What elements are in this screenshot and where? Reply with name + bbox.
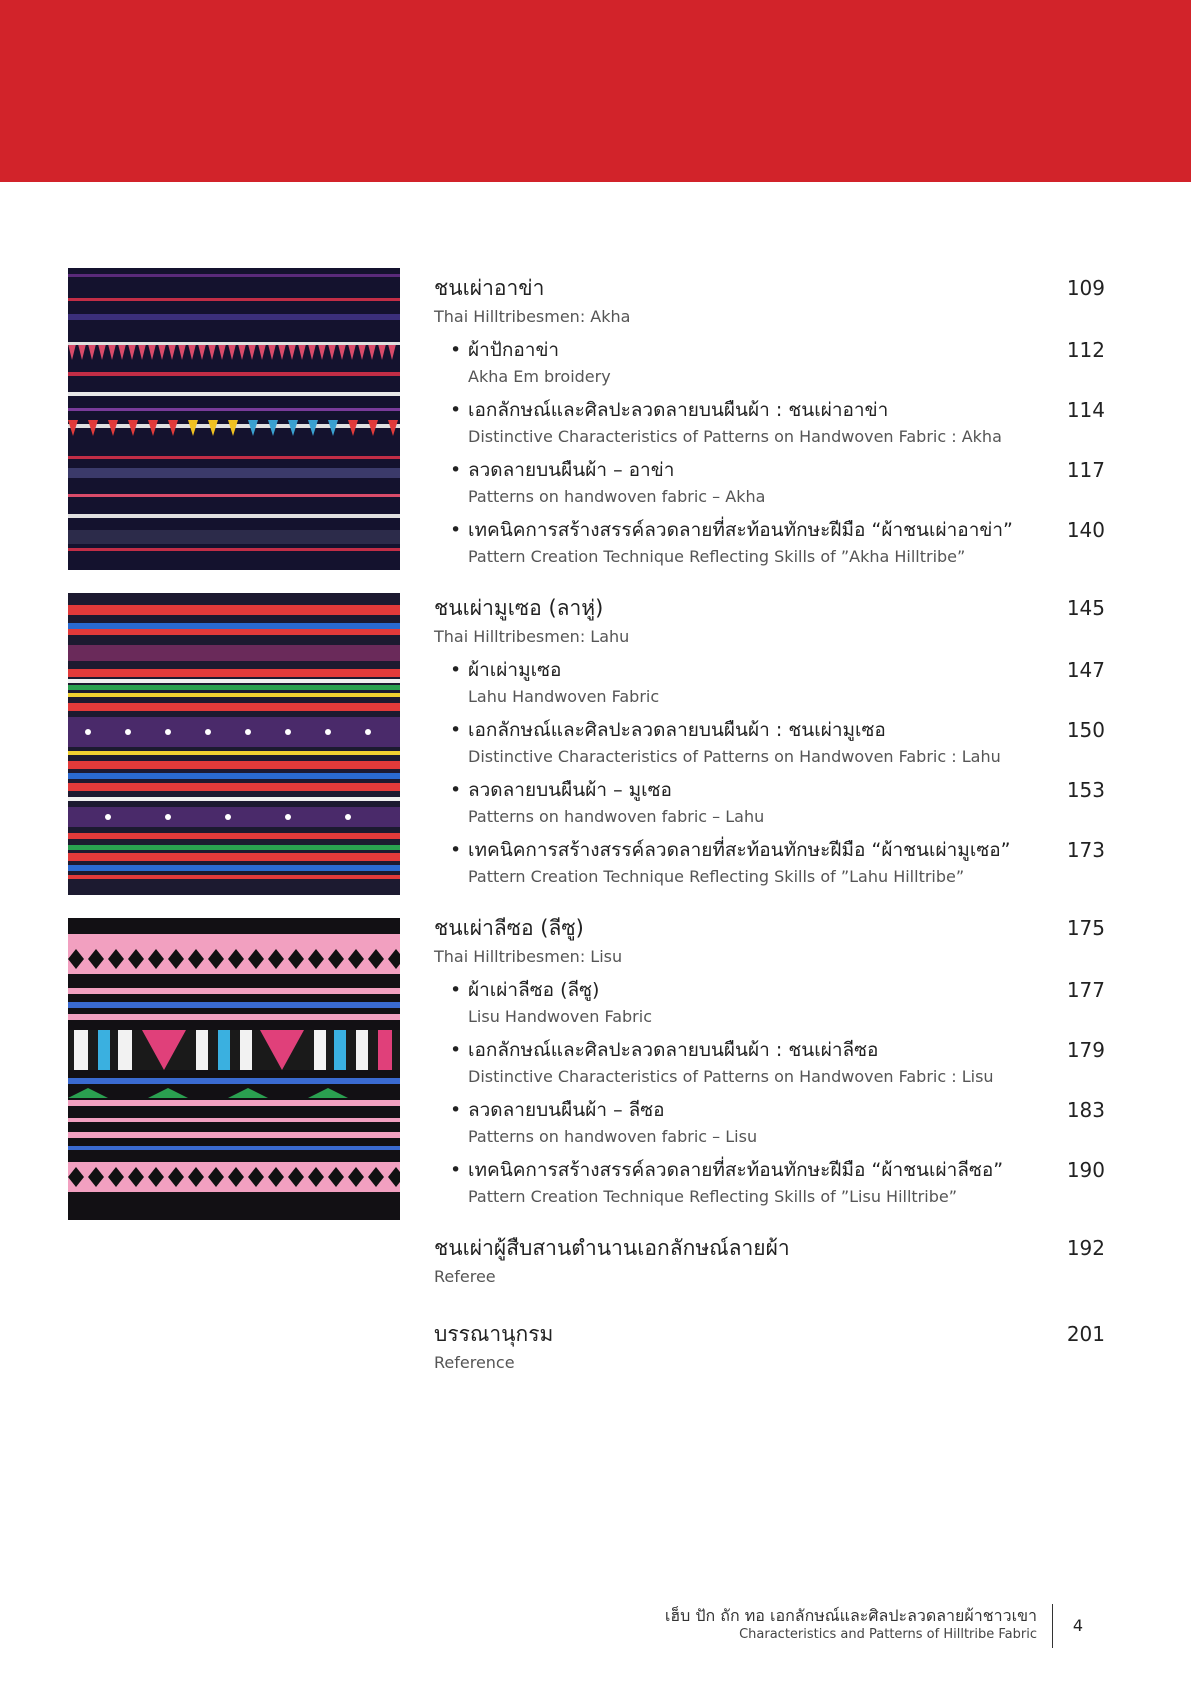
toc-section-referee[interactable] bbox=[434, 1234, 1105, 1288]
subitem-title-th: ผ้าเผ่ามูเซอ bbox=[468, 659, 562, 681]
subitem-title-en: Pattern Creation Technique Reflecting Skills of ”Lahu Hilltribe” bbox=[468, 867, 965, 886]
section-title-en: Reference bbox=[434, 1353, 515, 1372]
toc-subitem[interactable] bbox=[434, 1096, 1105, 1148]
toc-subitem[interactable] bbox=[434, 516, 1105, 568]
subitem-page: 183 bbox=[1066, 1098, 1105, 1122]
subitem-title-th: ลวดลายบนผืนผ้า – อาข่า bbox=[468, 459, 675, 481]
section-title-th: บรรณานุกรม bbox=[434, 1322, 554, 1346]
subitem-page: 112 bbox=[1066, 338, 1105, 362]
toc-subitem[interactable] bbox=[434, 456, 1105, 508]
subitem-page: 173 bbox=[1066, 838, 1105, 862]
subitem-title-en: Distinctive Characteristics of Patterns on Handwoven Fabric : Akha bbox=[468, 427, 1002, 446]
toc-section-reference[interactable] bbox=[434, 1320, 1105, 1374]
toc-subitem[interactable] bbox=[434, 1036, 1105, 1088]
bullet-icon: • bbox=[450, 1099, 462, 1121]
subitem-page: 140 bbox=[1066, 518, 1105, 542]
subitem-page: 153 bbox=[1066, 778, 1105, 802]
section-title-en: Thai Hilltribesmen: Lahu bbox=[434, 627, 630, 646]
footer-title-th: เฮ็บ ปัก ถัก ทอ เอกลักษณ์และศิลปะลวดลายผ้าชาวเขา bbox=[664, 1606, 1037, 1625]
subitem-title-th: เทคนิคการสร้างสรรค์ลวดลายที่สะท้อนทักษะฝีมือ “ผ้าชนเผ่ามูเซอ” bbox=[468, 839, 1011, 861]
subitem-title-en: Akha Em broidery bbox=[468, 367, 611, 386]
bullet-icon: • bbox=[450, 719, 462, 741]
subitem-title-th: เอกลักษณ์และศิลปะลวดลายบนผืนผ้า : ชนเผ่าอาข่า bbox=[468, 399, 889, 421]
subitem-page: 179 bbox=[1066, 1038, 1105, 1062]
section-title-th: ชนเผ่ามูเซอ (ลาหู่) bbox=[434, 596, 604, 620]
subitem-title-en: Lisu Handwoven Fabric bbox=[468, 1007, 652, 1026]
subitem-page: 150 bbox=[1066, 718, 1105, 742]
subitem-page: 190 bbox=[1066, 1158, 1105, 1182]
toc-subitem[interactable] bbox=[434, 716, 1105, 768]
lahu-fabric-image bbox=[68, 593, 400, 895]
subitem-title-en: Patterns on handwoven fabric – Lisu bbox=[468, 1127, 758, 1146]
footer-title-en: Characteristics and Patterns of Hilltribe Fabric bbox=[739, 1627, 1037, 1642]
bullet-icon: • bbox=[450, 1039, 462, 1061]
section-page: 175 bbox=[1066, 916, 1105, 940]
subitem-title-th: เทคนิคการสร้างสรรค์ลวดลายที่สะท้อนทักษะฝีมือ “ผ้าชนเผ่าอาข่า” bbox=[468, 519, 1013, 541]
akha-fabric-pattern bbox=[68, 268, 400, 570]
toc-section-lisu[interactable] bbox=[434, 914, 1105, 1208]
bullet-icon: • bbox=[450, 1159, 462, 1181]
lisu-fabric-image bbox=[68, 918, 400, 1220]
subitem-title-th: เอกลักษณ์และศิลปะลวดลายบนผืนผ้า : ชนเผ่าลีซอ bbox=[468, 1039, 879, 1061]
subitem-title-en: Distinctive Characteristics of Patterns on Handwoven Fabric : Lisu bbox=[468, 1067, 994, 1086]
subitem-page: 114 bbox=[1066, 398, 1105, 422]
subitem-page: 177 bbox=[1066, 978, 1105, 1002]
subitem-title-en: Pattern Creation Technique Reflecting Skills of ”Lisu Hilltribe” bbox=[468, 1187, 957, 1206]
subitem-title-th: ผ้าเผ่าลีซอ (ลีซู) bbox=[468, 979, 600, 1001]
subitem-title-th: เทคนิคการสร้างสรรค์ลวดลายที่สะท้อนทักษะฝีมือ “ผ้าชนเผ่าลีซอ” bbox=[468, 1159, 1004, 1181]
toc-subitem[interactable] bbox=[434, 836, 1105, 888]
subitem-title-en: Distinctive Characteristics of Patterns on Handwoven Fabric : Lahu bbox=[468, 747, 1001, 766]
section-title-en: Thai Hilltribesmen: Lisu bbox=[434, 947, 623, 966]
toc-subitem[interactable] bbox=[434, 656, 1105, 708]
header-band bbox=[0, 0, 1191, 182]
toc-section-lahu[interactable] bbox=[434, 594, 1105, 888]
section-page: 109 bbox=[1066, 276, 1105, 300]
toc-subitem[interactable] bbox=[434, 1156, 1105, 1208]
section-title-en: Referee bbox=[434, 1267, 496, 1286]
subitem-title-th: ผ้าปักอาข่า bbox=[468, 339, 560, 361]
section-page: 201 bbox=[1066, 1322, 1105, 1346]
toc-subitem[interactable] bbox=[434, 776, 1105, 828]
akha-fabric-image bbox=[68, 268, 400, 570]
footer-divider bbox=[1052, 1604, 1053, 1648]
section-title-th: ชนเผ่าลีซอ (ลีซู) bbox=[434, 916, 584, 940]
subitem-title-en: Patterns on handwoven fabric – Akha bbox=[468, 487, 766, 506]
section-title-th: ชนเผ่าอาข่า bbox=[434, 276, 545, 300]
bullet-icon: • bbox=[450, 399, 462, 421]
section-page: 192 bbox=[1066, 1236, 1105, 1260]
subitem-title-en: Lahu Handwoven Fabric bbox=[468, 687, 660, 706]
subitem-title-en: Pattern Creation Technique Reflecting Skills of ”Akha Hilltribe” bbox=[468, 547, 966, 566]
bullet-icon: • bbox=[450, 779, 462, 801]
page-number: 4 bbox=[1072, 1616, 1083, 1635]
bullet-icon: • bbox=[450, 979, 462, 1001]
bullet-icon: • bbox=[450, 839, 462, 861]
toc-subitem[interactable] bbox=[434, 396, 1105, 448]
section-page: 145 bbox=[1066, 596, 1105, 620]
subitem-page: 147 bbox=[1066, 658, 1105, 682]
subitem-title-en: Patterns on handwoven fabric – Lahu bbox=[468, 807, 765, 826]
toc-subitem[interactable] bbox=[434, 336, 1105, 388]
bullet-icon: • bbox=[450, 519, 462, 541]
toc-subitem[interactable] bbox=[434, 976, 1105, 1028]
subitem-title-th: ลวดลายบนผืนผ้า – มูเซอ bbox=[468, 779, 672, 801]
subitem-title-th: ลวดลายบนผืนผ้า – ลีซอ bbox=[468, 1099, 665, 1121]
subitem-title-th: เอกลักษณ์และศิลปะลวดลายบนผืนผ้า : ชนเผ่ามูเซอ bbox=[468, 719, 886, 741]
section-title-en: Thai Hilltribesmen: Akha bbox=[434, 307, 631, 326]
bullet-icon: • bbox=[450, 339, 462, 361]
section-title-th: ชนเผ่าผู้สืบสานตำนานเอกลักษณ์ลายผ้า bbox=[434, 1236, 790, 1260]
bullet-icon: • bbox=[450, 459, 462, 481]
subitem-page: 117 bbox=[1066, 458, 1105, 482]
bullet-icon: • bbox=[450, 659, 462, 681]
page-footer bbox=[664, 1604, 1093, 1648]
lahu-fabric-pattern bbox=[68, 593, 400, 895]
toc-section-akha[interactable] bbox=[434, 274, 1105, 568]
lisu-fabric-pattern bbox=[68, 918, 400, 1220]
